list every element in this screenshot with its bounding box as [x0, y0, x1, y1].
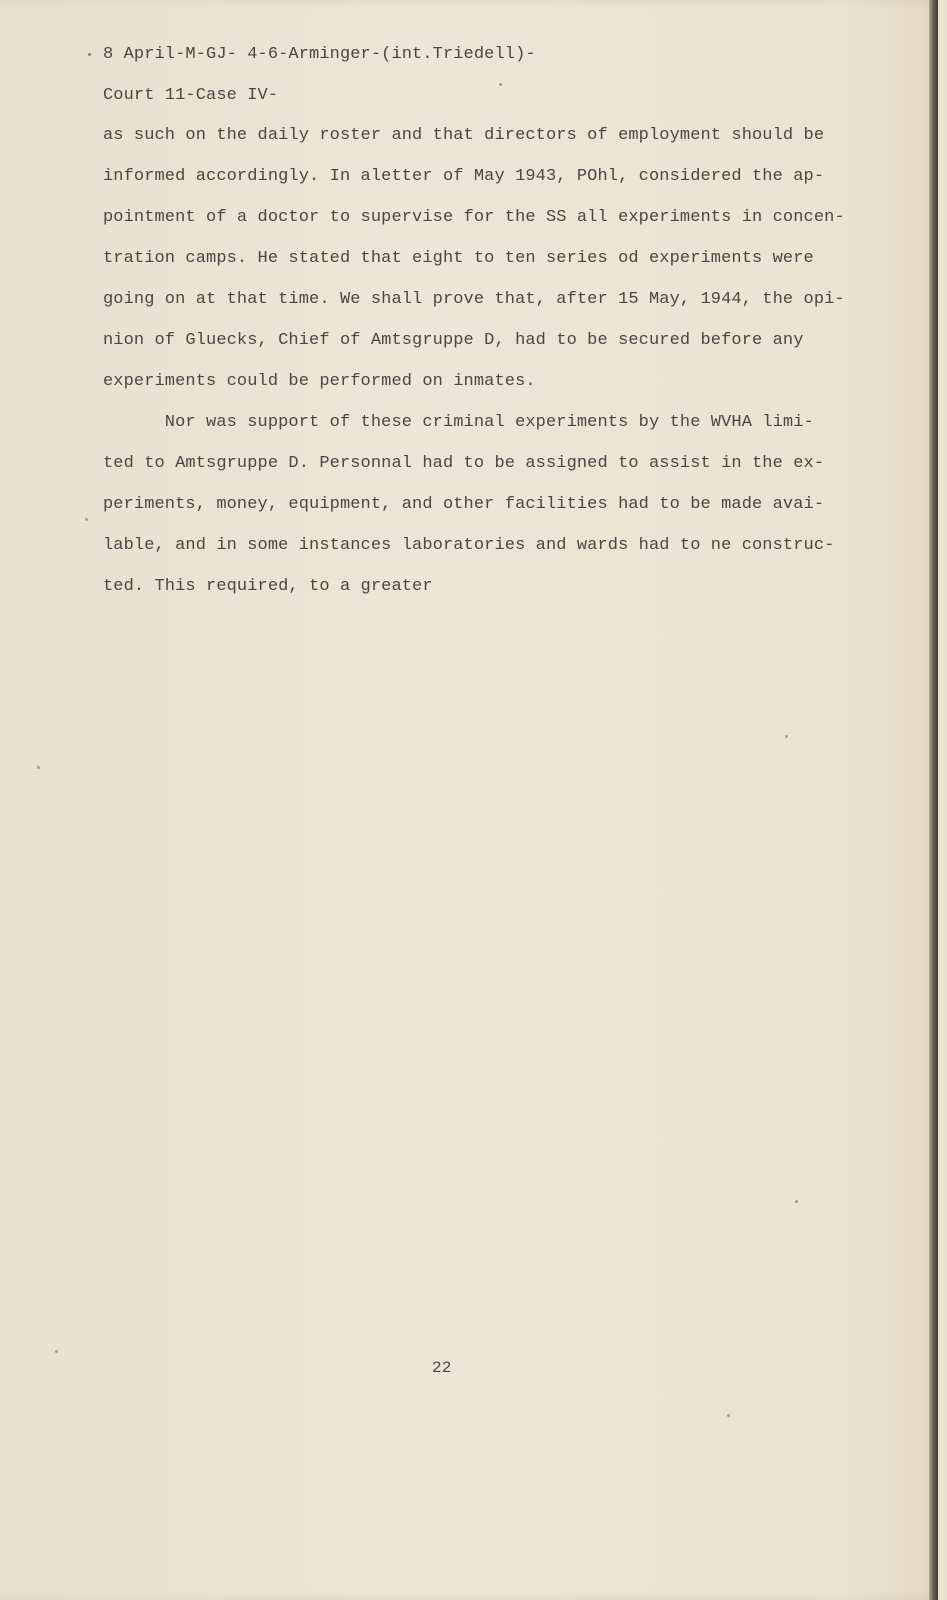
body-line: experiments could be performed on inmates. [103, 372, 536, 391]
paper-speck [55, 1350, 58, 1353]
body-line: Nor was support of these criminal experiments by the WVHA limi- [103, 413, 814, 432]
paper-speck [785, 735, 788, 738]
paper-speck [37, 766, 40, 769]
body-line: periments, money, equipment, and other facilities had to be made avai- [103, 495, 825, 514]
body-line: lable, and in some instances laboratories and wards had to ne construc- [103, 536, 835, 555]
paper-speck [499, 83, 502, 86]
paper-speck [85, 518, 88, 521]
body-line: as such on the daily roster and that directors of employment should be [103, 126, 825, 145]
document-header: 8 April-M-GJ- 4-6-Arminger-(int.Triedell)- [103, 45, 536, 64]
margin-dot [88, 53, 91, 56]
page-number: 22 [432, 1359, 452, 1377]
paper-speck [795, 1200, 798, 1203]
body-line: pointment of a doctor to supervise for the SS all experiments in concen- [103, 208, 845, 227]
case-reference: Court 11-Case IV- [103, 86, 279, 105]
body-line: tration camps. He stated that eight to ten series od experiments were [103, 249, 814, 268]
body-line: informed accordingly. In aletter of May 1943, POhl, considered the ap- [103, 167, 825, 186]
page-edge-shadow [929, 0, 938, 1600]
body-line: ted. This required, to a greater [103, 577, 433, 596]
body-line: ted to Amtsgruppe D. Personnal had to be assigned to assist in the ex- [103, 454, 825, 473]
body-line: nion of Gluecks, Chief of Amtsgruppe D, had to be secured before any [103, 331, 804, 350]
paper-speck [727, 1414, 730, 1417]
body-line: going on at that time. We shall prove that, after 15 May, 1944, the opi- [103, 290, 845, 309]
